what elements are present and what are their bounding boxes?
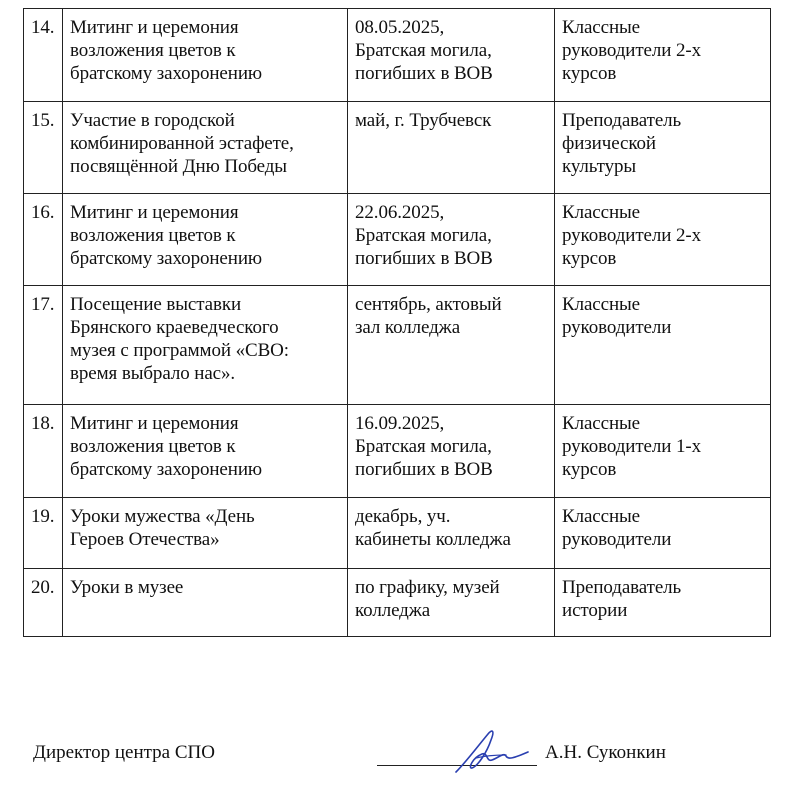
- event-responsible: Классные руководители: [555, 286, 771, 405]
- event-name: Митинг и церемония возложения цветов к братскому захоронению: [63, 194, 348, 286]
- event-name: Уроки в музее: [63, 569, 348, 637]
- event-responsible: Классные руководители 2-х курсов: [555, 9, 771, 102]
- event-name: Митинг и церемония возложения цветов к братскому захоронению: [63, 405, 348, 498]
- table-row: [24, 498, 771, 569]
- row-number: 14.: [24, 9, 63, 102]
- row-number: 19.: [24, 498, 63, 569]
- row-number: 17.: [24, 286, 63, 405]
- row-number: 18.: [24, 405, 63, 498]
- event-date-place: сентябрь, актовый зал колледжа: [348, 286, 555, 405]
- event-responsible: Классные руководители 1-х курсов: [555, 405, 771, 498]
- table-row: [24, 569, 771, 637]
- event-date-place: 08.05.2025, Братская могила, погибших в ВОВ: [348, 9, 555, 102]
- event-name: Посещение выставки Брянского краеведческого музея с программой «СВО: время выбрало нас».: [63, 286, 348, 405]
- event-date-place: по графику, музей колледжа: [348, 569, 555, 637]
- handwritten-signature: [448, 722, 538, 780]
- signatory-name: А.Н. Суконкин: [545, 742, 666, 763]
- event-date-place: декабрь, уч. кабинеты колледжа: [348, 498, 555, 569]
- events-table: [23, 8, 771, 637]
- event-responsible: Классные руководители 2-х курсов: [555, 194, 771, 286]
- event-date-place: май, г. Трубчевск: [348, 102, 555, 194]
- event-name: Митинг и церемония возложения цветов к братскому захоронению: [63, 9, 348, 102]
- table-row: [24, 286, 771, 405]
- event-responsible: Преподаватель истории: [555, 569, 771, 637]
- row-number: 16.: [24, 194, 63, 286]
- event-name: Участие в городской комбинированной эстафете, посвящённой Дню Победы: [63, 102, 348, 194]
- row-number: 15.: [24, 102, 63, 194]
- table-row: [24, 194, 771, 286]
- event-responsible: Преподаватель физической культуры: [555, 102, 771, 194]
- row-number: 20.: [24, 569, 63, 637]
- event-date-place: 22.06.2025, Братская могила, погибших в ВОВ: [348, 194, 555, 286]
- table-row: [24, 405, 771, 498]
- table-row: [24, 9, 771, 102]
- event-date-place: 16.09.2025, Братская могила, погибших в ВОВ: [348, 405, 555, 498]
- table-row: [24, 102, 771, 194]
- event-responsible: Классные руководители: [555, 498, 771, 569]
- event-name: Уроки мужества «День Героев Отечества»: [63, 498, 348, 569]
- signatory-position: Директор центра СПО: [33, 742, 215, 763]
